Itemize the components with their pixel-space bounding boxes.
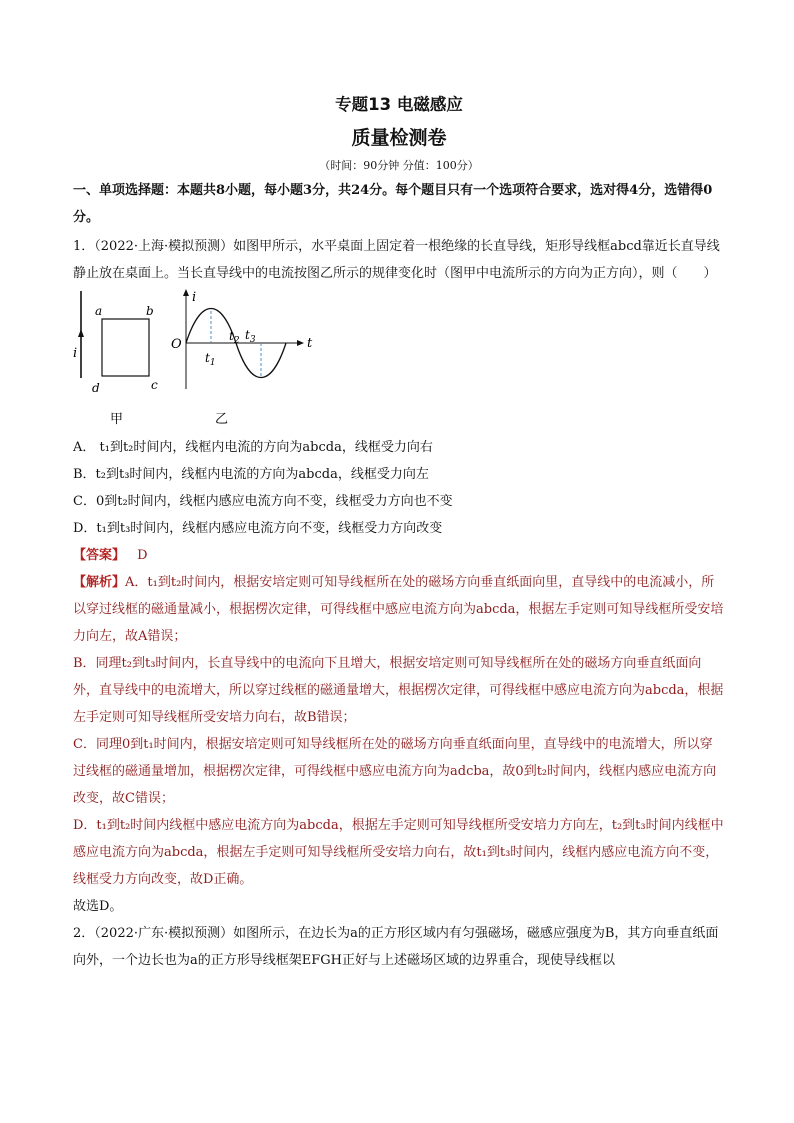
label-t2: $t_2$	[229, 329, 240, 346]
question-2-stem: 2．（2022·广东·模拟预测）如图所示，在边长为a的正方形区域内有匀强磁场，磁感应强度为B，其方向垂直纸面向外，一个边长也为a的正方形导线框架EFGH正好与上述磁场区域的边界重合，现使导线框以	[73, 926, 719, 968]
analysis-a	[73, 569, 725, 650]
answer-value: D	[137, 548, 148, 563]
axis-label-t: t	[307, 336, 313, 351]
question-1-stem: 1．（2022·上海·模拟预测）如图甲所示，水平桌面上固定着一根绝缘的长直导线，矩形导线框abcd靠近长直导线静止放在桌面上。当长直导线中的电流按图乙所示的规律变化时（图甲中电流所示的方向为正方向），则（ ）	[73, 239, 720, 281]
analysis-label: 【解析】	[73, 575, 126, 590]
doc-subtitle: 质量检测卷	[351, 127, 447, 149]
analysis-conclusion: 故选D。	[73, 899, 123, 914]
answer-line	[73, 542, 725, 569]
current-label-i: i	[73, 346, 78, 361]
rect-loop	[102, 319, 149, 376]
document-content	[73, 93, 725, 974]
question-1-figure	[73, 287, 725, 434]
option-c: C．0到t₂时间内，线框内感应电流方向不变，线框受力方向也不变	[73, 494, 453, 509]
option-b: B．t₂到t₃时间内，线框内电流的方向为abcda，线框受力向左	[73, 467, 429, 482]
label-d: d	[92, 381, 100, 395]
label-c: c	[151, 378, 158, 392]
doc-title: 专题13 电磁感应	[335, 95, 463, 114]
i-axis-arrow-icon	[183, 289, 189, 296]
origin-label: O	[171, 337, 182, 352]
analysis-a-text: A．t₁到t₂时间内，根据安培定则可知导线框所在处的磁场方向垂直纸面向里，直导线中的电流减小，所以穿过线框的磁通量减小，根据楞次定律，可得线框中感应电流方向为abcda，根据左手定则可知导线框所受安培力向左，故A错误；	[73, 575, 724, 644]
option-d: D．t₁到t₃时间内，线框内感应电流方向不变，线框受力方向改变	[73, 521, 443, 536]
answer-label: 【答案】	[73, 548, 126, 563]
exam-meta: （时间：90分钟 分值：100分）	[319, 159, 479, 172]
figure-caption-jia: 甲	[110, 412, 124, 427]
t-axis-arrow-icon	[297, 340, 304, 346]
section-heading: 一、单项选择题：本题共8小题，每小题3分，共24分。每个题目只有一个选项符合要求，选对得4分，选错得0分。	[73, 183, 713, 225]
figure-caption-yi: 乙	[215, 412, 229, 427]
axis-label-i: i	[192, 290, 197, 305]
analysis-b: B．同理t₂到t₃时间内，长直导线中的电流向下且增大，根据安培定则可知导线框所在处的磁场方向垂直纸面向外，直导线中的电流增大，所以穿过线框的磁通量增大，根据楞次定律，可得线框中感应电流方向为abcda，根据左手定则可知导线框所受安培力向右，故B错误；	[73, 656, 724, 725]
analysis-c: C．同理0到t₁时间内，根据安培定则可知导线框所在处的磁场方向垂直纸面向里，直导线中的电流增大，所以穿过线框的磁通量增加，根据楞次定律，可得线框中感应电流方向为adcba，故0到t₂时间内，线框内感应电流方向改变，故C错误；	[73, 737, 717, 806]
label-a: a	[95, 304, 103, 318]
label-t1: $t_1$	[205, 351, 216, 368]
label-t3: $t_3$	[245, 328, 256, 345]
current-arrow-icon	[78, 329, 84, 337]
figure-svg	[73, 287, 393, 434]
label-b: b	[146, 304, 154, 318]
analysis-d: D．t₁到t₂时间内线框中感应电流方向为abcda，根据左手定则可知导线框所受安培力方向左，t₂到t₃时间内线框中感应电流方向为abcda，根据左手定则可知导线框所受安培力向右，故t₁到t₃时间内，线框内感应电流方向不变，线框受力方向改变，故D正确。	[73, 818, 724, 887]
option-a: A． t₁到t₂时间内，线框内电流的方向为abcda，线框受力向右	[73, 440, 433, 455]
